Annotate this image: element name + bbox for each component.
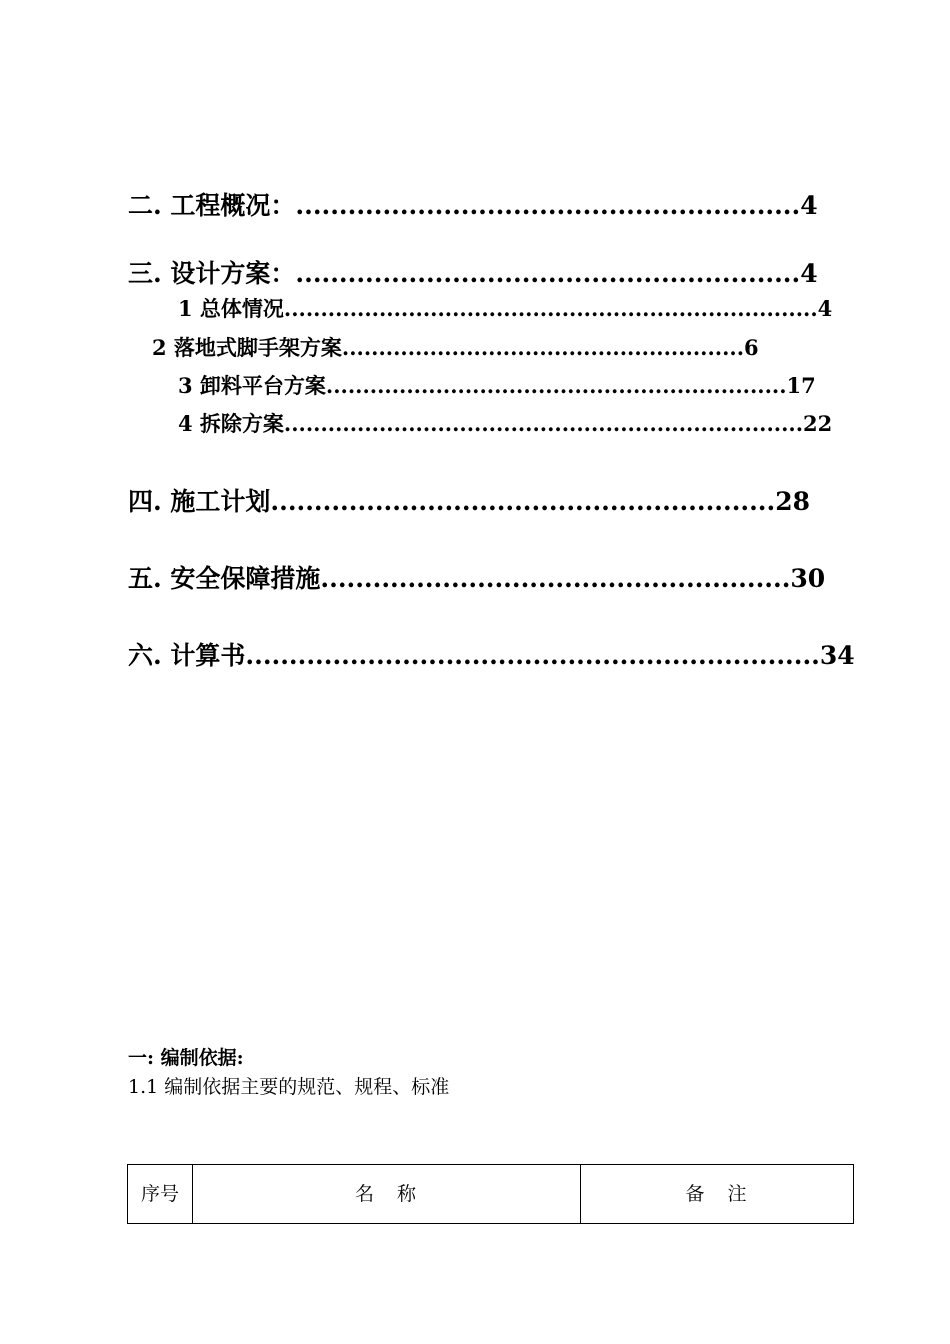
header-remarks: 备 注: [581, 1165, 854, 1224]
header-name: 名 称: [193, 1165, 581, 1224]
toc-item-dismantling-plan[interactable]: 4 拆除方案.......................................................................22: [178, 411, 833, 436]
section-subheading: 1.1 编制依据主要的规范、规程、标准: [128, 1076, 450, 1098]
toc-item-calculation-book[interactable]: 六. 计算书..................................................................34: [128, 641, 855, 670]
toc-item-safety-measures[interactable]: 五. 安全保障措施......................................................30: [128, 564, 826, 593]
toc-item-construction-schedule[interactable]: 四. 施工计划..........................................................28: [128, 487, 811, 516]
header-serial-number: 序号: [128, 1165, 193, 1224]
toc-item-design-plan[interactable]: 三. 设计方案：..........................................................4: [128, 259, 818, 288]
toc-item-project-overview[interactable]: 二. 工程概况：..........................................................4: [128, 191, 818, 220]
table-header-row: [128, 1165, 854, 1224]
toc-item-general-situation[interactable]: 1 总体情况.........................................................................4: [178, 296, 833, 321]
reference-table: [127, 1164, 854, 1224]
toc-item-unloading-platform-plan[interactable]: 3 卸料平台方案...............................................................17: [178, 373, 816, 398]
section-heading: 一: 编制依据:: [128, 1047, 244, 1069]
toc-item-floor-scaffold-plan[interactable]: 2 落地式脚手架方案.......................................................6: [152, 335, 759, 360]
